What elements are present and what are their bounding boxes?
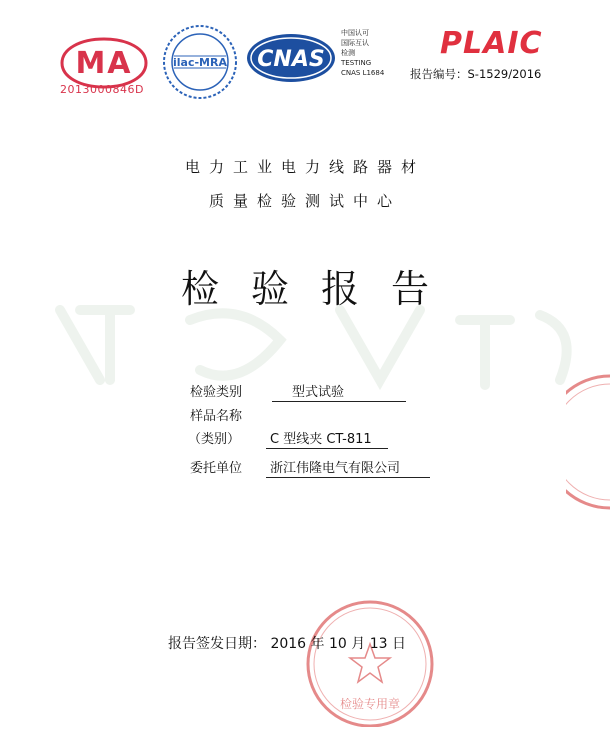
sample-name-label: 样品名称 (190, 409, 243, 424)
inspection-seal (290, 592, 450, 727)
cnas-logo-text: CNAS (257, 47, 325, 72)
category-label: （类别） (188, 432, 241, 447)
cnas-caption-line: TESTING (341, 59, 372, 67)
cma-logo-text: MA (75, 46, 133, 81)
cnas-caption-line: 国际互认 (341, 39, 369, 47)
plaic-logo: PLAIC (440, 26, 543, 61)
cnas-caption-line: CNAS L1684 (341, 69, 385, 77)
cnas-logo (245, 32, 337, 84)
ilac-logo-text: ilac-MRA (173, 56, 227, 69)
cnas-caption (341, 28, 384, 78)
client-value: 浙江伟隆电气有限公司 (266, 457, 430, 478)
inspection-type-label: 检验类别 (190, 385, 243, 400)
issue-date: 报告签发日期： 2016 年 10 月 13 日 (168, 636, 406, 652)
report-number: 报告编号：S-1529/2016 (410, 67, 542, 81)
seal-text: 检验专用章 (339, 697, 401, 711)
cma-number: 2013000846D (60, 83, 144, 96)
edge-seal (566, 372, 610, 512)
organization-name-line1: 电力工业电力线路器材 (184, 158, 425, 176)
report-title: 检验报告 (180, 267, 461, 311)
category-value: C 型线夹 CT-811 (266, 428, 388, 449)
ilac-mra-logo (160, 22, 240, 102)
cnas-caption-line: 中国认可 (341, 29, 369, 37)
client-label: 委托单位 (190, 461, 243, 476)
cnas-caption-line: 检测 (341, 49, 355, 57)
organization-name-line2: 质量检验测试中心 (208, 192, 401, 210)
inspection-type-value: 型式试验 (272, 381, 406, 402)
